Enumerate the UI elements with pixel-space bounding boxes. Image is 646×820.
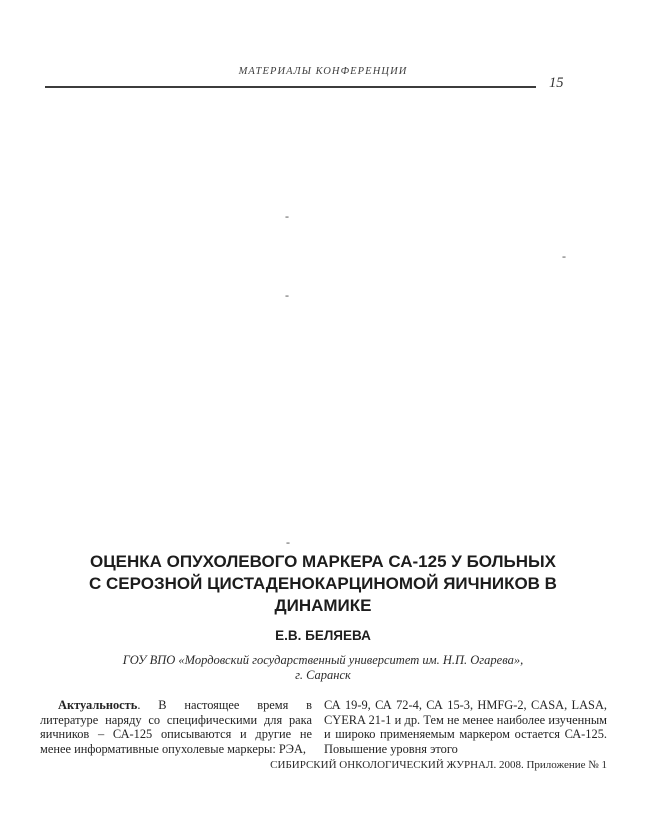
lead-word: Актуальность <box>58 698 138 712</box>
left-column-text: . В настоящее время в литературе наряду со специфическими для рака яичников – СА-125 описываются и другие не менее информативные опухолевые маркеры: РЭА, <box>40 698 312 756</box>
stray-scan-mark: - <box>286 535 290 549</box>
body-paragraph <box>40 698 312 756</box>
affiliation-institution: ГОУ ВПО «Мордовский государственный университет им. Н.П. Огарева», <box>122 653 524 667</box>
article-affiliation <box>40 653 606 683</box>
page-number: 15 <box>549 75 564 91</box>
body-column-right <box>324 698 607 756</box>
journal-footer: СИБИРСКИЙ ОНКОЛОГИЧЕСКИЙ ЖУРНАЛ. 2008. Приложение № 1 <box>270 759 607 771</box>
header-rule <box>45 86 536 88</box>
article-body <box>40 698 607 756</box>
stray-scan-mark: - <box>562 249 566 263</box>
article-title <box>40 551 606 617</box>
article-title-line-3: ДИНАМИКЕ <box>274 596 372 615</box>
body-column-left <box>40 698 312 756</box>
running-header-title: МАТЕРИАЛЫ КОНФЕРЕНЦИИ <box>238 66 408 77</box>
article-title-line-1: ОЦЕНКА ОПУХОЛЕВОГО МАРКЕРА СА-125 У БОЛЬНЫХ <box>90 552 556 571</box>
article-title-line-2: С СЕРОЗНОЙ ЦИСТАДЕНОКАРЦИНОМОЙ ЯИЧНИКОВ В <box>89 574 557 593</box>
right-column-text: СА 19-9, СА 72-4, СА 15-3, HMFG-2, CASA, LASA, CYERA 21-1 и др. Тем не менее наиболее изученным и широко применяемым маркером остается СА-125. Повышение уровня этого <box>324 698 607 756</box>
affiliation-city: г. Саранск <box>295 668 351 682</box>
article-author: Е.В. БЕЛЯЕВА <box>275 628 371 643</box>
stray-scan-mark: - <box>285 288 289 302</box>
stray-scan-mark: - <box>285 209 289 223</box>
